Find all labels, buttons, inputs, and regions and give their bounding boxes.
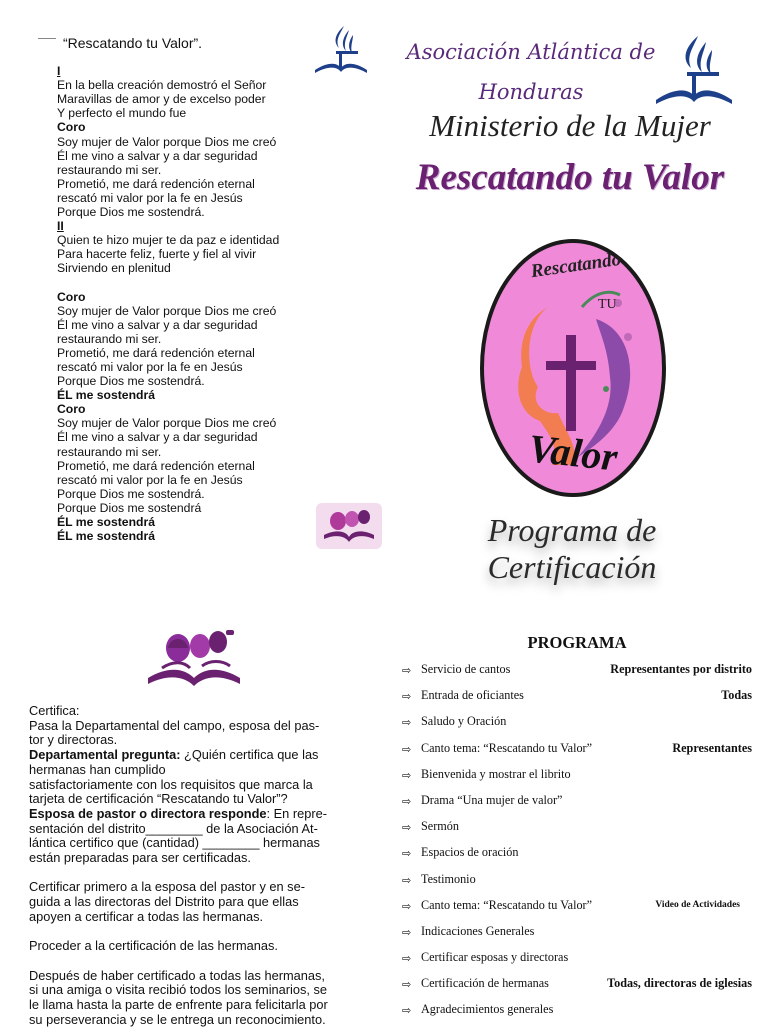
- song-label: ÉL me sostendrá: [57, 515, 155, 529]
- text-segment: Certificar primero a la esposa del pastor y en se-: [29, 879, 305, 895]
- program-responsible: Representantes por distrito: [610, 662, 752, 676]
- arrow-icon: ⇨: [402, 926, 412, 939]
- program-activity: Canto tema: “Rescatando tu Valor”: [421, 897, 593, 912]
- program-responsible: Representantes: [672, 740, 752, 755]
- text-segment: Después de haber certificado a todas las hermanas,: [29, 967, 325, 983]
- arrow-icon: ⇨: [402, 665, 412, 677]
- program-activity: Certificar esposas y directoras: [421, 950, 569, 965]
- song-label: Coro: [57, 289, 86, 304]
- logo-top-text: Rescatando: [529, 248, 623, 283]
- song-line: Él me vino a salvar y a dar seguridad: [57, 148, 258, 163]
- certification-line: [29, 748, 345, 763]
- song-title: “Rescatando tu Valor”.: [63, 35, 203, 51]
- certification-line: [29, 822, 345, 837]
- certification-line: [29, 733, 345, 748]
- program-activity: Canto tema: “Rescatando tu Valor”: [421, 740, 593, 755]
- program-item: [402, 1002, 756, 1028]
- program-item: [402, 793, 756, 819]
- song-line: Soy mujer de Valor porque Dios me creó: [57, 134, 277, 149]
- program-activity: Agradecimientos generales: [421, 1002, 554, 1017]
- certification-line: [29, 895, 345, 910]
- text-segment: hermanas han cumplido: [29, 761, 166, 777]
- page-corner-mark: [38, 38, 56, 40]
- program-item: [402, 819, 756, 845]
- paragraph-spacer: [29, 866, 345, 881]
- program-item: [402, 688, 756, 714]
- association-line-1: Asociación Atlántica de: [406, 40, 656, 64]
- song-lyrics: [57, 36, 357, 543]
- song-label: ÉL me sostendrá: [57, 388, 155, 403]
- song-line: Porque Dios me sostendrá.: [57, 205, 205, 220]
- certification-line: [29, 778, 345, 793]
- certification-line: [29, 792, 345, 807]
- text-segment: lántica certifico que (cantidad) ________ hermanas: [29, 835, 320, 851]
- program-item: [402, 767, 756, 793]
- arrow-icon: ⇨: [402, 979, 412, 992]
- program-item: [402, 976, 756, 1002]
- program-item: [402, 950, 756, 976]
- verse-number: II: [57, 219, 64, 234]
- verse-number: I: [57, 64, 61, 79]
- arrow-icon: ⇨: [402, 848, 412, 861]
- certification-line: [29, 851, 345, 866]
- arrow-icon: ⇨: [402, 822, 412, 835]
- certification-line: [29, 719, 345, 734]
- program-activity: Certificación de hermanas: [421, 976, 549, 991]
- program-item: [402, 662, 756, 688]
- song-line: Y perfecto el mundo fue: [57, 106, 187, 121]
- text-segment: guida a las directoras del Distrito para que ellas: [29, 894, 299, 910]
- logo-bottom-text: Valor: [526, 425, 620, 480]
- song-line: Sirviendo en plenitud: [57, 261, 171, 276]
- song-line: En la bella creación demostró el Señor: [57, 78, 267, 93]
- song-line: Prometió, me dará redención eternal: [57, 176, 255, 191]
- arrow-icon: ⇨: [402, 795, 412, 808]
- bold-label: Departamental pregunta:: [29, 747, 181, 763]
- association-line-2: Honduras: [478, 80, 584, 104]
- program-activity: Indicaciones Generales: [421, 923, 535, 938]
- arrow-icon: ⇨: [402, 769, 412, 782]
- logo-tu-text: TU: [598, 297, 617, 312]
- certification-line: [29, 1013, 345, 1028]
- song-line: Soy mujer de Valor porque Dios me creó: [57, 416, 277, 431]
- certification-line: [29, 939, 345, 954]
- song-label: ÉL me sostendrá: [57, 529, 155, 544]
- paragraph-spacer: [29, 925, 345, 940]
- text-segment: satisfactoriamente con los requisitos que marca la: [29, 776, 313, 792]
- text-segment: Certifica:: [29, 703, 80, 718]
- certification-text: [29, 704, 345, 1027]
- song-line: rescató mi valor por la fe en Jesús: [57, 190, 243, 205]
- text-segment: si una amiga o visita recibió todos los seminarios, se: [29, 982, 328, 998]
- song-line: Maravillas de amor y de excelso poder: [57, 92, 266, 107]
- song-line: Porque Dios me sostendrá: [57, 500, 202, 515]
- song-line: Prometió, me dará redención eternal: [57, 458, 255, 473]
- text-segment: sentación del distrito________ de la Asociación At-: [29, 820, 318, 836]
- program-activity: Espacios de oración: [421, 845, 519, 860]
- text-segment: su perseverancia y se le entrega un reconocimiento.: [29, 1011, 326, 1027]
- arrow-icon: ⇨: [402, 900, 412, 913]
- arrow-icon: ⇨: [402, 1005, 412, 1018]
- song-line: Él me vino a salvar y a dar seguridad: [57, 430, 258, 445]
- program-item: [402, 741, 756, 767]
- arrow-icon: ⇨: [402, 743, 412, 756]
- women-ministry-icon: [316, 503, 382, 549]
- program-responsible: Todas, directoras de iglesias: [607, 976, 752, 991]
- certification-line: [29, 763, 345, 778]
- certification-line: [29, 880, 345, 895]
- program-item: [402, 714, 756, 740]
- paragraph-spacer: [29, 954, 345, 969]
- bold-label: Esposa de pastor o directora responde: [29, 805, 267, 821]
- text-segment: : En repre-: [266, 805, 327, 821]
- program-item: [402, 845, 756, 871]
- song-line: rescató mi valor por la fe en Jesús: [57, 472, 243, 487]
- text-segment: ¿Quién certifica que las: [180, 747, 319, 763]
- song-lines: [57, 64, 357, 543]
- program-item: [402, 872, 756, 898]
- program-activity: Entrada de oficiantes: [421, 688, 524, 703]
- song-line: Quien te hizo mujer te da paz e identidad: [57, 233, 280, 248]
- song-line: restaurando mi ser.: [57, 444, 162, 459]
- certification-line: [29, 704, 345, 719]
- program-responsible: Todas: [721, 688, 752, 703]
- program-activity: Sermón: [421, 819, 459, 834]
- certification-line: [29, 983, 345, 998]
- program-activity: Drama “Una mujer de valor”: [421, 792, 563, 807]
- song-line: Porque Dios me sostendrá.: [57, 374, 205, 389]
- certification-line: [29, 910, 345, 925]
- song-line: rescató mi valor por la fe en Jesús: [57, 359, 243, 374]
- certification-line: [29, 807, 345, 822]
- song-line: Soy mujer de Valor porque Dios me creó: [57, 303, 277, 318]
- song-label: Coro: [57, 402, 86, 417]
- women-ministry-icon: [144, 622, 244, 692]
- text-segment: Pasa la Departamental del campo, esposa del pas-: [29, 717, 320, 733]
- certification-line: [29, 998, 345, 1013]
- song-label: Coro: [57, 120, 86, 135]
- program-activity: Testimonio: [421, 871, 476, 886]
- arrow-icon: ⇨: [402, 953, 412, 966]
- song-line: Él me vino a salvar y a dar seguridad: [57, 317, 258, 332]
- program-activity: Saludo y Oración: [421, 714, 507, 729]
- program-activity: Servicio de cantos: [421, 662, 511, 676]
- song-line: restaurando mi ser.: [57, 331, 162, 346]
- ministry-title: Ministerio de la Mujer: [429, 108, 711, 143]
- song-line: Prometió, me dará redención eternal: [57, 345, 255, 360]
- theme-title: Rescatando tu Valor: [415, 157, 725, 198]
- program-title: PROGRAMA: [527, 633, 627, 652]
- text-segment: tor y directoras.: [29, 732, 118, 748]
- program-responsible: Video de Actividades: [655, 899, 740, 910]
- church-logo-icon: [654, 34, 736, 108]
- text-segment: están preparadas para ser certificadas.: [29, 850, 251, 866]
- song-line: restaurando mi ser.: [57, 162, 162, 177]
- arrow-icon: ⇨: [402, 717, 412, 730]
- program-activity: Bienvenida y mostrar el librito: [421, 766, 571, 781]
- church-logo-icon: [313, 24, 369, 76]
- text-segment: apoyen a certificar a todas las hermanas.: [29, 908, 264, 924]
- text-segment: tarjeta de certificación “Rescatando tu Valor”?: [29, 791, 288, 807]
- song-spacer: [57, 276, 357, 290]
- program-list: [402, 662, 756, 1029]
- program-item: [402, 924, 756, 950]
- song-line: Porque Dios me sostendrá.: [57, 486, 205, 501]
- arrow-icon: ⇨: [402, 874, 412, 887]
- text-segment: le llama hasta la parte de enfrente para felicitarla por: [29, 997, 328, 1013]
- program-item: [402, 898, 756, 924]
- certification-line: [29, 969, 345, 984]
- arrow-icon: ⇨: [402, 691, 412, 704]
- text-segment: Proceder a la certificación de las hermanas.: [29, 938, 278, 954]
- program-certification-title: Programa de Certificación: [487, 512, 657, 585]
- rescatando-valor-logo: [478, 237, 668, 499]
- song-line: Para hacerte feliz, fuerte y fiel al vivir: [57, 247, 257, 262]
- certification-line: [29, 836, 345, 851]
